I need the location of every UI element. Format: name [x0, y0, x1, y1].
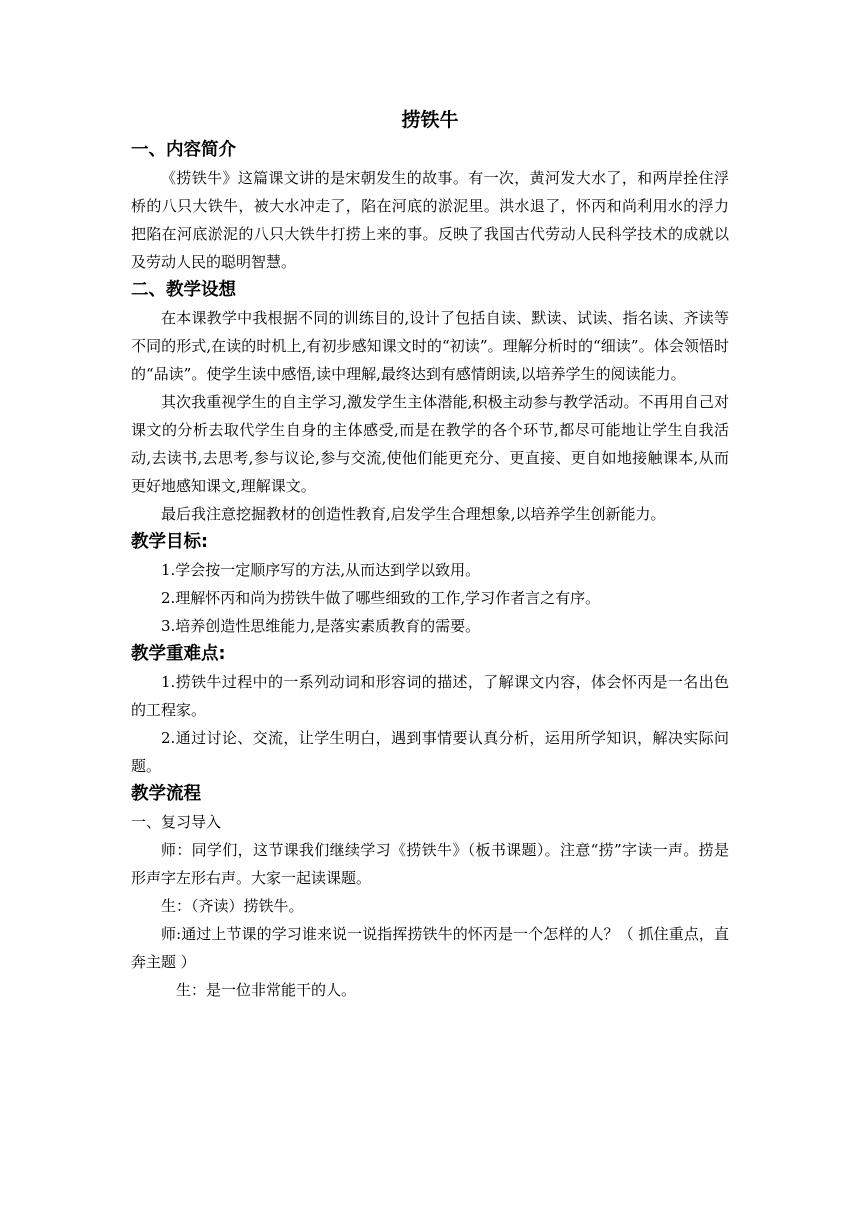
section-key-difficulties: [131, 640, 729, 780]
section-content-summary: [131, 136, 729, 276]
list-item: 2.通过讨论、交流，让学生明白，遇到事情要认真分析，运用所学知识，解决实际问题。: [131, 729, 729, 775]
section-heading: 一、内容简介: [131, 140, 236, 160]
paragraph: 《捞铁牛》这篇课文讲的是宋朝发生的故事。有一次，黄河发大水了，和两岸拴住浮桥的八只大铁牛，被大水冲走了，陷在河底的淤泥里。洪水退了，怀丙和尚利用水的浮力把陷在河底淤泥的八只大铁牛打捞上来的事。反映了我国古代劳动人民科学技术的成就以及劳动人民的聪明智慧。: [131, 169, 729, 271]
paragraph: 最后我注意挖掘教材的创造性教育,启发学生合理想象,以培养学生创新能力。: [161, 505, 666, 523]
dialogue-line: 生：（齐读）捞铁牛。: [161, 897, 304, 915]
document-body: [131, 104, 729, 1004]
list-item: 3.培养创造性思维能力,是落实素质教育的需要。: [161, 617, 481, 635]
section-heading: 教学重难点:: [131, 644, 226, 664]
dialogue-line: 生：是一位非常能干的人。: [176, 981, 357, 999]
list-item: 1.学会按一定顺序写的方法,从而达到学以致用。: [161, 561, 481, 579]
paragraph: 其次我重视学生的自主学习,激发学生主体潜能,积极主动参与教学活动。不再用自己对课文的分析去取代学生自身的主体感受,而是在教学的各个环节,都尽可能地让学生自我活动,去读书,去思考,参与议论,参与交流,使他们能更充分、更直接、更自如地接触课本,从而更好地感知课文,理解课文。: [131, 393, 729, 495]
section-teaching-concept: [131, 276, 729, 528]
section-heading: 二、教学设想: [131, 280, 236, 300]
dialogue-line: 师:通过上节课的学习谁来说一说指挥捞铁牛的怀丙是一个怎样的人？（ 抓住重点，直奔主题 ）: [131, 925, 729, 971]
list-item: 1.捞铁牛过程中的一系列动词和形容词的描述，了解课文内容，体会怀丙是一名出色的工程家。: [131, 673, 729, 719]
document-title: 捞铁牛: [401, 109, 459, 131]
dialogue-line: 师：同学们，这节课我们继续学习《捞铁牛》（板书课题）。注意“捞”字读一声。捞是形声字左形右声。大家一起读课题。: [131, 841, 729, 887]
list-item: 2.理解怀丙和尚为捞铁牛做了哪些细致的工作,学习作者言之有序。: [161, 589, 601, 607]
section-teaching-process: [131, 780, 729, 1004]
section-teaching-goals: [131, 528, 729, 640]
section-heading: 教学目标:: [131, 532, 208, 552]
subheading: 一、复习导入: [131, 813, 222, 831]
section-heading: 教学流程: [131, 784, 201, 804]
paragraph: 在本课教学中我根据不同的训练目的,设计了包括自读、默读、试读、指名读、齐读等不同的形式,在读的时机上,有初步感知课文时的“初读”。理解分析时的“细读”。体会领悟时的“品读”。使学生读中感悟,读中理解,最终达到有感情朗读,以培养学生的阅读能力。: [131, 309, 729, 383]
